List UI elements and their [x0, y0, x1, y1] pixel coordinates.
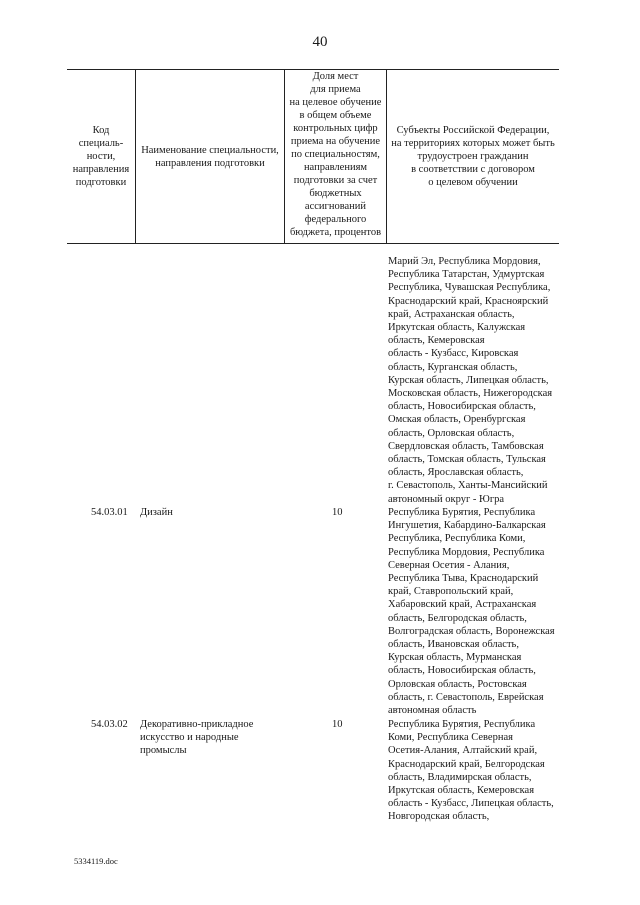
- subject-line: область - Кузбасс, Кировская: [388, 348, 519, 360]
- subject-line: край, Ставропольский край,: [388, 586, 514, 598]
- subject-line: Курская область, Мурманская: [388, 652, 522, 664]
- subject-line: область, Ивановская область,: [388, 639, 519, 651]
- subject-line: Хабаровский край, Астраханская: [388, 599, 537, 611]
- header-line: подготовки за счет: [293, 175, 378, 186]
- subject-line: г. Севастополь, Ханты-Мансийский: [388, 480, 548, 492]
- header-line: ассигнований: [304, 201, 367, 212]
- header-line: в соответствии с договором: [411, 164, 535, 175]
- subject-line: Республика, Республика Коми,: [388, 533, 526, 545]
- header-line: бюджетных: [309, 188, 362, 199]
- subject-line: Республика Тыва, Краснодарский: [388, 573, 539, 585]
- row-subjects: [388, 506, 566, 717]
- name-line: Декоративно-прикладное: [140, 719, 254, 730]
- header-line: для приема: [310, 84, 361, 95]
- subject-line: область, Курганская область,: [388, 361, 518, 373]
- subject-line: Северная Осетия - Алания,: [388, 559, 510, 571]
- subject-line: Республика Мордовия, Республика: [388, 546, 545, 558]
- page-number: 40: [312, 34, 328, 50]
- header-line: федерального: [304, 214, 367, 225]
- header-line: Наименование специальности,: [141, 144, 279, 156]
- name-line: искусство и народные: [140, 732, 239, 744]
- name-line: Дизайн: [140, 507, 173, 518]
- header-line: о целевом обучении: [428, 177, 518, 188]
- row-share: 10: [332, 507, 343, 518]
- header-name: [136, 70, 284, 243]
- header-line: подготовки: [75, 177, 127, 188]
- subject-line: область, г. Севастополь, Еврейская: [388, 691, 544, 703]
- subject-line: Ингушетия, Кабардино-Балкарская: [388, 520, 546, 532]
- header-line: на территориях которых может быть: [391, 138, 555, 149]
- header-line: на целевое обучение: [289, 97, 382, 108]
- header-line: Субъекты Российской Федерации,: [396, 125, 550, 136]
- subject-line: Волгоградская область, Воронежская: [388, 625, 555, 637]
- subject-line: область - Кузбасс, Липецкая область,: [388, 798, 554, 810]
- header-line: бюджета, процентов: [289, 227, 382, 238]
- header-line: приема на обучение: [290, 136, 381, 147]
- continuation-subjects: [388, 255, 566, 506]
- header-share: [285, 70, 386, 243]
- header-subjects: [387, 70, 559, 243]
- subject-line: Омская область, Оренбургская: [388, 414, 526, 426]
- subject-line: Республика Бурятия, Республика: [388, 507, 536, 518]
- subject-line: автономная область: [388, 705, 477, 717]
- row-name: [140, 506, 270, 519]
- header-line: направления подготовки: [155, 157, 265, 169]
- subject-line: область, Орловская область,: [388, 427, 515, 439]
- header-line: по специальностям,: [291, 149, 380, 160]
- subject-line: Курская область, Липецкая область,: [388, 374, 549, 386]
- subject-line: Республика Бурятия, Республика: [388, 719, 536, 730]
- subject-line: край, Астраханская область,: [388, 308, 515, 320]
- subject-line: Республика Татарстан, Удмуртская: [388, 269, 545, 281]
- name-line: промыслы: [140, 745, 187, 757]
- subject-line: Краснодарский край, Белгородская: [388, 758, 545, 770]
- subject-line: область, Владимирская область,: [388, 771, 532, 783]
- table-header-bottom-rule: [67, 243, 559, 244]
- subject-line: область, Белгородская область,: [388, 612, 527, 624]
- header-line: ности,: [86, 151, 116, 162]
- row-subjects: [388, 718, 566, 824]
- header-line: в общем объеме: [299, 110, 372, 121]
- row-share: 10: [332, 719, 343, 730]
- subject-line: область, Томская область, Тульская: [388, 454, 546, 466]
- subject-line: Иркутская область, Калужская: [388, 322, 526, 334]
- subject-line: Новгородская область,: [388, 811, 490, 823]
- subject-line: Марий Эл, Республика Мордовия,: [388, 256, 541, 267]
- subject-line: Иркутская область, Кемеровская: [388, 785, 535, 797]
- subject-line: Орловская область, Ростовская: [388, 678, 527, 690]
- header-line: Код: [92, 125, 110, 136]
- subject-line: область, Новосибирская область,: [388, 665, 536, 677]
- row-code: 54.03.02: [91, 719, 128, 730]
- subject-line: Московская область, Нижегородская: [388, 388, 553, 400]
- subject-line: Коми, Республика Северная: [388, 732, 513, 744]
- header-code: [67, 70, 135, 243]
- header-line: специаль-: [78, 138, 124, 149]
- header-line: направлениям: [303, 162, 368, 173]
- subject-line: Краснодарский край, Красноярский: [388, 295, 549, 307]
- subject-line: область, Ярославская область,: [388, 467, 524, 479]
- subject-line: Осетия-Алания, Алтайский край,: [388, 745, 538, 757]
- subject-line: автономный округ - Югра: [388, 493, 505, 505]
- header-line: трудоустроен гражданин: [417, 151, 529, 162]
- document-footer: 5334119.doc: [74, 856, 118, 866]
- header-line: Доля мест: [312, 71, 359, 82]
- row-name: [140, 718, 270, 758]
- header-line: направления: [72, 164, 130, 175]
- subject-line: область, Кемеровская: [388, 335, 485, 347]
- subject-line: Республика, Чувашская Республика,: [388, 282, 551, 294]
- subject-line: Свердловская область, Тамбовская: [388, 440, 544, 452]
- subject-line: область, Новосибирская область,: [388, 401, 536, 413]
- header-line: контрольных цифр: [293, 123, 378, 134]
- row-code: 54.03.01: [91, 507, 128, 518]
